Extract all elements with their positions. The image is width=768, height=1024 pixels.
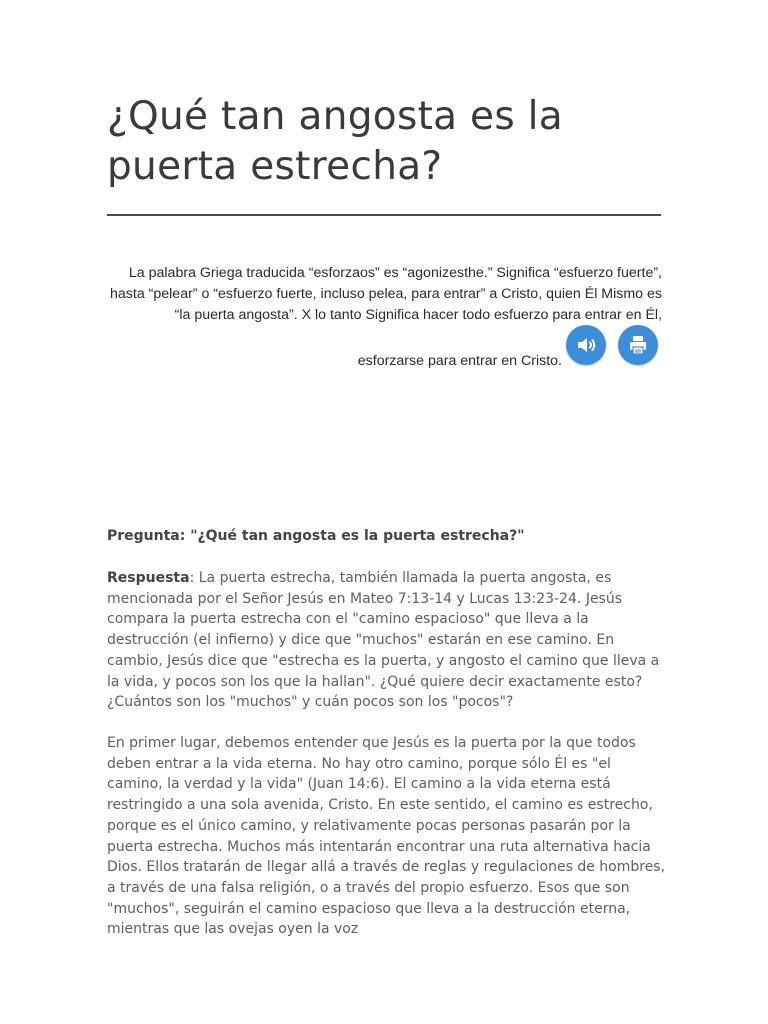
page-title: ¿Qué tan angosta es la puerta estrecha? <box>107 94 563 189</box>
summary-last-line: esforzarse para entrar en Cristo. <box>357 353 562 369</box>
print-button[interactable] <box>618 325 658 365</box>
answer-label: Respuesta <box>107 570 190 586</box>
speaker-icon <box>574 333 598 357</box>
summary-text: La palabra Griega traducida “esforzaos” es “agonizesthe.” Significa “esfuerzo fuerte”, hasta “pelear” o “esfuerzo fuerte, incluso pelea, para entrar” a Cristo, quien Él Mismo es “la puerta angosta”. X lo tanto Significa hacer todo esfuerzo para entrar en Él, <box>110 265 662 323</box>
question-paragraph <box>107 526 667 547</box>
body-paragraph: En primer lugar, debemos entender que Jesús es la puerta por la que todos deben entrar a la vida eterna. No hay otro camino, porque sólo Él es "el camino, la verdad y la vida" (Juan 14:6). El camino a la vida eterna está restringido a una sola avenida, Cristo. En este sentido, el camino es estrecho, porque es el único camino, y relativamente pocas personas pasarán por la puerta estrecha. Muchos más intentarán encontrar una ruta alternativa hacia Dios. Ellos tratarán de llegar allá a través de reglas y regulaciones de hombres, a través de una falsa religión, o a través del propio esfuerzo. Esos que son "muchos", seguirán el camino espacioso que lleva a la destrucción eterna, mientras que las ovejas oyen la voz <box>107 735 666 938</box>
question-text: : "¿Qué tan angosta es la puerta estrecha?" <box>179 528 525 544</box>
audio-button[interactable] <box>566 325 606 365</box>
answer-paragraph <box>107 568 667 713</box>
answer-text: : La puerta estrecha, también llamada la puerta angosta, es mencionada por el Señor Jesús en Mateo 7:13-14 y Lucas 13:23-24. Jesús compara la puerta estrecha con el "camino espacioso" que lleva a la destrucción (el infierno) y dice que "muchos" estarán en ese camino. En cambio, Jesús dice que "estrecha es la puerta, y angosto el camino que lleva a la vida, y pocos son los que la hallan". ¿Qué quiere decir exactamente esto? ¿Cuántos son los "muchos" y cuán pocos son los "pocos"? <box>107 570 660 711</box>
question-label: Pregunta <box>107 528 180 544</box>
title-divider <box>107 214 661 216</box>
printer-icon <box>626 333 650 357</box>
